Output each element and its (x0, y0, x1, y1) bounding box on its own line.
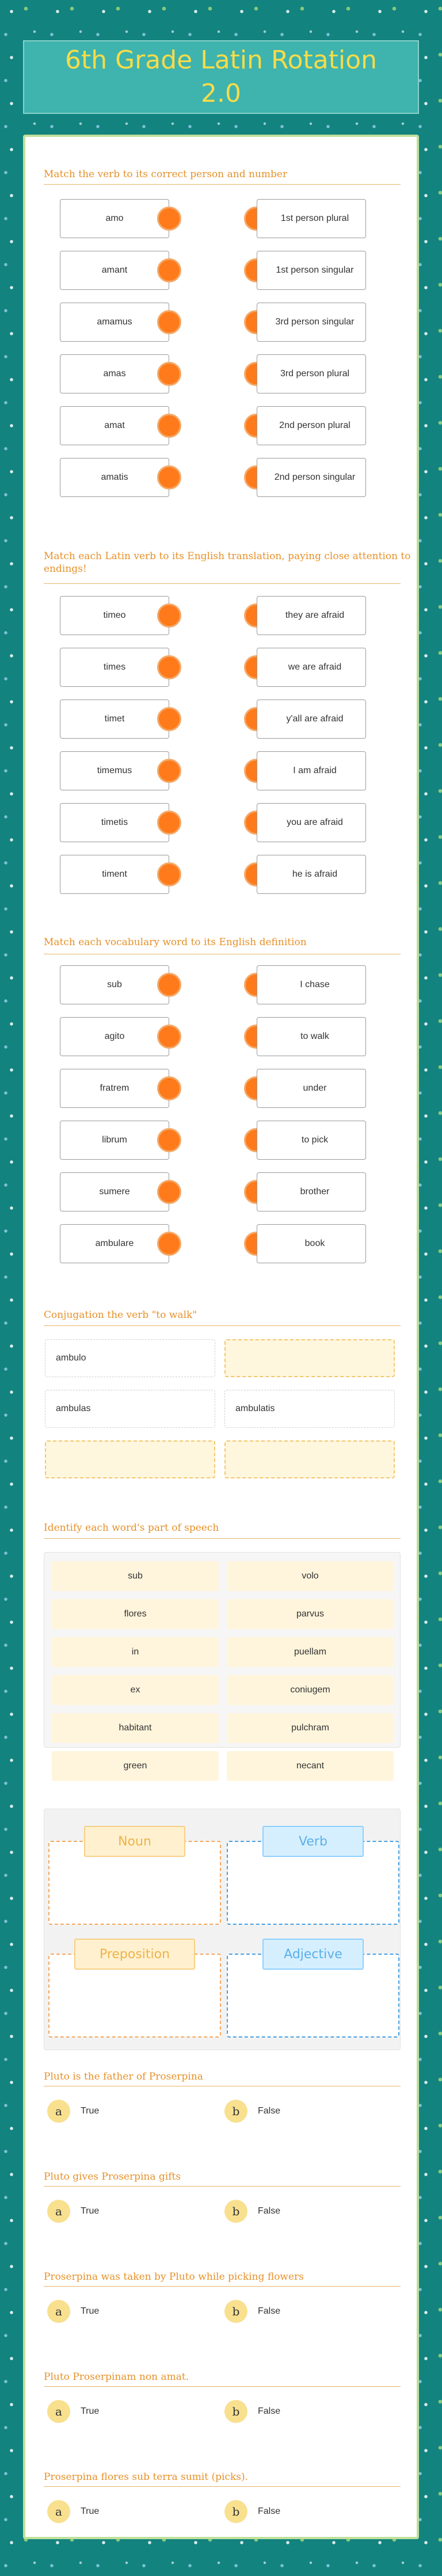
match-right-item[interactable]: 2nd person plural (257, 406, 366, 445)
category-label-verb (262, 1826, 364, 1857)
divider (44, 2386, 401, 2387)
match-left-item[interactable]: amo (60, 199, 169, 238)
match-right-item[interactable]: brother (257, 1172, 366, 1211)
match-left-item[interactable]: timeo (60, 596, 169, 635)
match-left-connector[interactable] (157, 1180, 181, 1204)
match-right-item[interactable]: 1st person plural (257, 199, 366, 238)
divider (44, 184, 401, 185)
word-chip[interactable]: green (52, 1751, 219, 1781)
match-left-connector[interactable] (157, 207, 181, 231)
word-chip[interactable]: puellam (227, 1637, 394, 1667)
match-left-connector[interactable] (157, 465, 181, 490)
conjugation-answer[interactable]: ambulatis (224, 1390, 395, 1428)
category-label-adjective (262, 1939, 364, 1970)
divider (44, 583, 401, 584)
match-left-item[interactable]: amatis (60, 458, 169, 497)
match-left-connector[interactable] (157, 310, 181, 334)
section-title-conjugation: Conjugation the verb "to walk" (44, 1309, 197, 1321)
question-title: Proserpina flores sub terra sumit (picks). (44, 2471, 249, 2483)
option-a-label[interactable]: True (81, 2206, 100, 2216)
match-right-item[interactable]: y'all are afraid (257, 700, 366, 739)
option-b-badge[interactable]: b (224, 2400, 247, 2423)
match-left-connector[interactable] (157, 1128, 181, 1152)
word-chip[interactable]: coniugem (227, 1675, 394, 1705)
match-left-item[interactable]: timent (60, 855, 169, 894)
word-chip[interactable]: flores (52, 1599, 219, 1629)
option-b-badge[interactable]: b (224, 2300, 247, 2323)
option-b-badge[interactable]: b (224, 2100, 247, 2123)
match-right-item[interactable]: I am afraid (257, 751, 366, 790)
match-left-item[interactable]: timemus (60, 751, 169, 790)
section-title-person-number: Match the verb to its correct person and number (44, 169, 288, 180)
question-title: Pluto is the father of Proserpina (44, 2071, 203, 2082)
match-left-item[interactable]: timetis (60, 803, 169, 842)
match-left-connector[interactable] (157, 603, 181, 628)
match-right-item[interactable]: they are afraid (257, 596, 366, 635)
divider (44, 1538, 401, 1539)
word-chip[interactable]: parvus (227, 1599, 394, 1629)
category-name: Adjective (284, 1947, 342, 1962)
option-a-badge[interactable]: a (47, 2300, 70, 2323)
divider (44, 2286, 401, 2287)
option-a-label[interactable]: True (81, 2106, 100, 2116)
option-a-badge[interactable]: a (47, 2200, 70, 2223)
match-left-connector[interactable] (157, 414, 181, 438)
match-left-item[interactable]: fratrem (60, 1069, 169, 1108)
match-left-connector[interactable] (157, 811, 181, 835)
word-chip[interactable]: volo (227, 1561, 394, 1591)
word-chip[interactable]: necant (227, 1751, 394, 1781)
match-right-item[interactable]: to pick (257, 1121, 366, 1160)
match-left-item[interactable]: amant (60, 251, 169, 290)
option-a-label[interactable]: True (81, 2506, 100, 2516)
conjugation-answer[interactable]: ambulo (45, 1339, 215, 1377)
match-right-item[interactable]: book (257, 1224, 366, 1263)
match-left-item[interactable]: timet (60, 700, 169, 739)
match-right-item[interactable]: 3rd person plural (257, 354, 366, 393)
option-a-badge[interactable]: a (47, 2100, 70, 2123)
divider (44, 2186, 401, 2187)
word-chip[interactable]: habitant (52, 1713, 219, 1743)
section-title-translation: Match each Latin verb to its English translation, paying close attention to endings! (44, 551, 411, 575)
question-title: Pluto Proserpinam non amat. (44, 2371, 189, 2383)
conjugation-blank[interactable] (45, 1440, 215, 1478)
option-b-badge[interactable]: b (224, 2500, 247, 2523)
match-left-connector[interactable] (157, 973, 181, 997)
match-right-item[interactable]: he is afraid (257, 855, 366, 894)
match-left-item[interactable]: amamus (60, 303, 169, 342)
match-left-item[interactable]: librum (60, 1121, 169, 1160)
page-title: 6th Grade Latin Rotation 2.0 (64, 45, 378, 108)
match-left-item[interactable]: agito (60, 1017, 169, 1056)
match-left-connector[interactable] (157, 1076, 181, 1100)
match-left-item[interactable]: amat (60, 406, 169, 445)
match-left-connector[interactable] (157, 1232, 181, 1256)
divider (44, 1325, 401, 1326)
option-b-label[interactable]: False (258, 2106, 281, 2116)
option-a-label[interactable]: True (81, 2306, 100, 2316)
option-a-badge[interactable]: a (47, 2500, 70, 2523)
word-chip[interactable]: ex (52, 1675, 219, 1705)
match-right-item[interactable]: to walk (257, 1017, 366, 1056)
match-left-item[interactable]: times (60, 648, 169, 687)
option-a-badge[interactable]: a (47, 2400, 70, 2423)
match-left-item[interactable]: amas (60, 354, 169, 393)
match-left-connector[interactable] (157, 655, 181, 679)
category-label-noun (84, 1826, 185, 1857)
divider (44, 2486, 401, 2487)
title-banner (23, 40, 419, 114)
category-name: Verb (299, 1834, 327, 1849)
category-name: Noun (118, 1834, 151, 1849)
match-left-item[interactable]: sub (60, 965, 169, 1004)
match-left-connector[interactable] (157, 759, 181, 783)
option-b-badge[interactable]: b (224, 2200, 247, 2223)
section-title-parts-of-speech: Identify each word's part of speech (44, 1522, 219, 1534)
option-b-label[interactable]: False (258, 2306, 281, 2316)
option-a-label[interactable]: True (81, 2406, 100, 2416)
match-left-connector[interactable] (157, 258, 181, 282)
category-name: Preposition (99, 1947, 170, 1962)
match-left-connector[interactable] (157, 362, 181, 386)
option-b-label[interactable]: False (258, 2406, 281, 2416)
match-left-connector[interactable] (157, 1025, 181, 1049)
match-right-item[interactable]: you are afraid (257, 803, 366, 842)
match-right-item[interactable]: 1st person singular (257, 251, 366, 290)
match-right-item[interactable]: 2nd person singular (257, 458, 366, 497)
match-left-connector[interactable] (157, 707, 181, 731)
option-b-label[interactable]: False (258, 2206, 281, 2216)
match-right-item[interactable]: under (257, 1069, 366, 1108)
match-right-item[interactable]: I chase (257, 965, 366, 1004)
option-b-label[interactable]: False (258, 2506, 281, 2516)
worksheet (23, 135, 419, 2539)
question-title: Proserpina was taken by Pluto while picking flowers (44, 2271, 304, 2283)
match-right-item[interactable]: we are afraid (257, 648, 366, 687)
question-title: Pluto gives Proserpina gifts (44, 2171, 181, 2183)
category-label-preposition (74, 1939, 195, 1970)
conjugation-blank[interactable] (224, 1440, 395, 1478)
word-chip[interactable]: in (52, 1637, 219, 1667)
section-title-vocabulary: Match each vocabulary word to its English definition (44, 937, 307, 948)
match-right-item[interactable]: 3rd person singular (257, 303, 366, 342)
word-chip[interactable]: pulchram (227, 1713, 394, 1743)
word-chip[interactable]: sub (52, 1561, 219, 1591)
conjugation-blank[interactable] (224, 1339, 395, 1377)
conjugation-answer[interactable]: ambulas (45, 1390, 215, 1428)
match-left-connector[interactable] (157, 862, 181, 886)
match-left-item[interactable]: sumere (60, 1172, 169, 1211)
match-left-item[interactable]: ambulare (60, 1224, 169, 1263)
